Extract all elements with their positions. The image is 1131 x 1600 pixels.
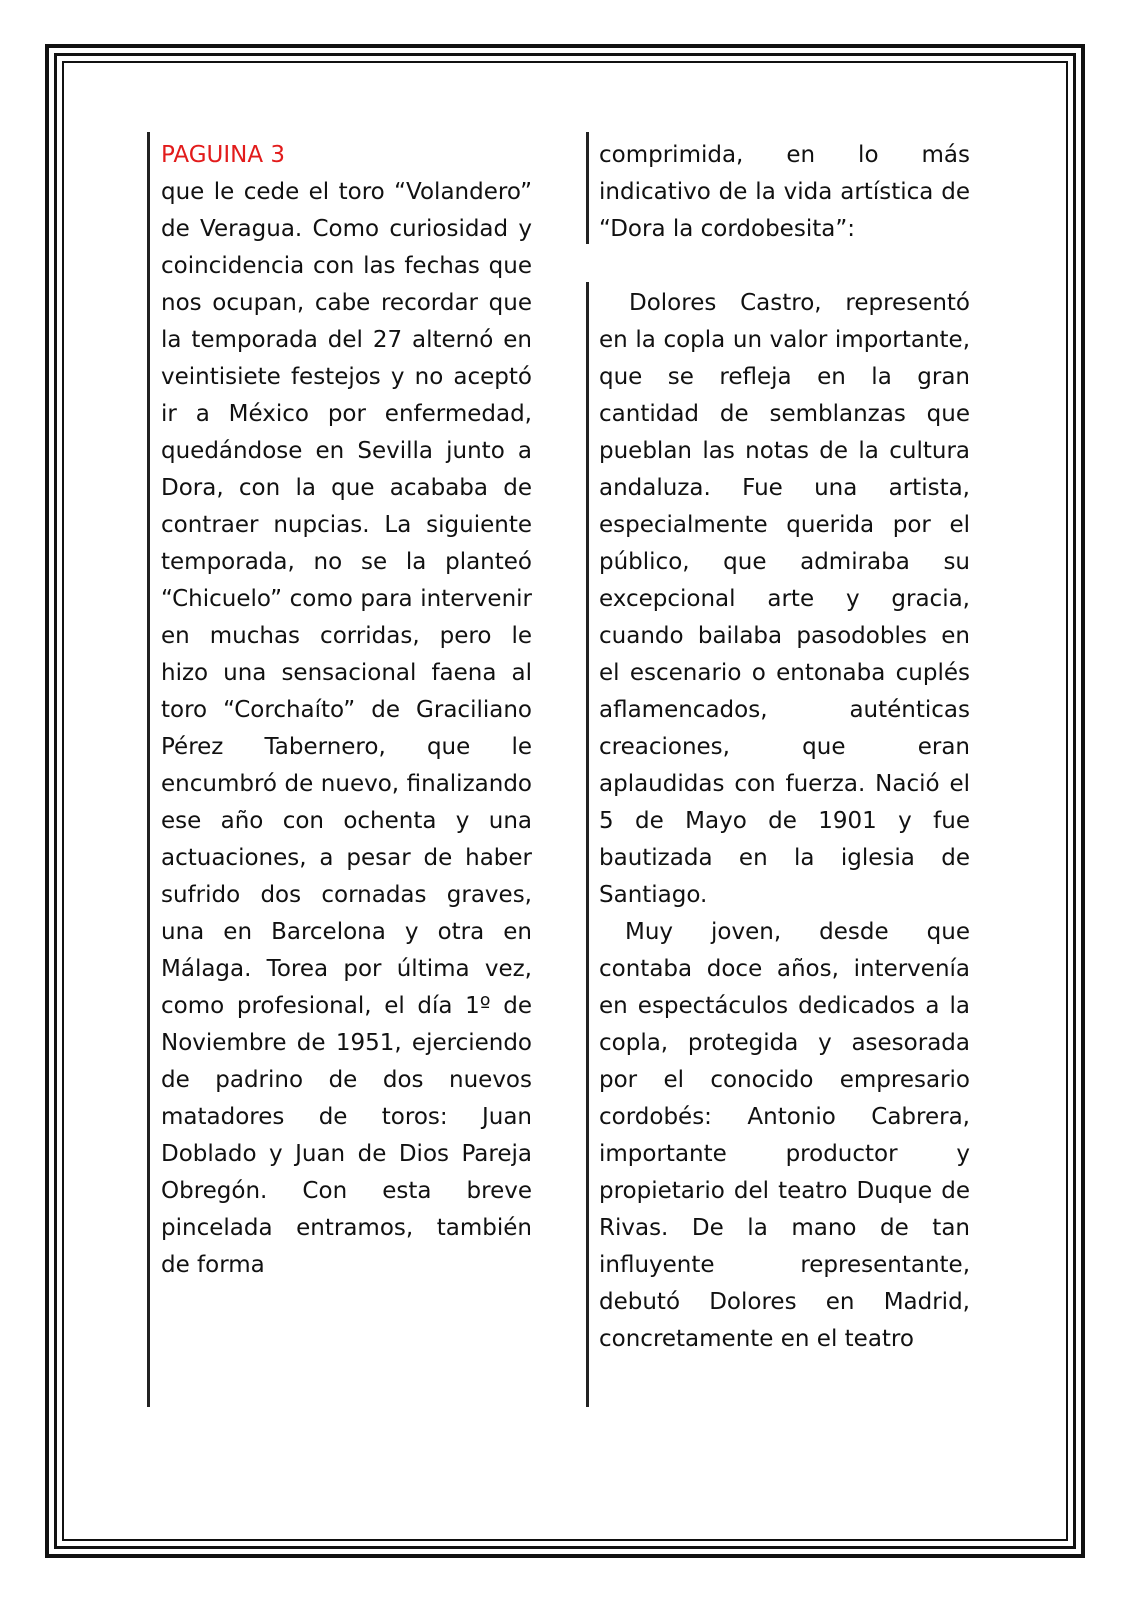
right-column (599, 285, 970, 1358)
left-column-rule (147, 132, 150, 1407)
right-column-rule-top (586, 132, 589, 244)
right-paragraph-2: Muy joven, desde que contaba doce años, intervenía en espectáculos dedicados a la copla, protegida y asesorada por el conocido empresario cordobés: Antonio Cabrera, importante productor y propietario del teatro Duque de Rivas. De la mano de tan influyente representante, debutó Dolores en Madrid, concretamente en el teatro (599, 919, 970, 1352)
left-column-paragraph: que le cede el toro “Volandero” de Veragua. Como curiosidad y coincidencia con las fechas que nos ocupan, cabe recordar que la temporada del 27 alternó en veintisiete festejos y no aceptó ir a México por enfermedad, quedándose en Sevilla junto a Dora, con la que acababa de contraer nupcias. La siguiente temporada, no se la planteó “Chicuelo” como para intervenir en muchas corridas, pero le hizo una sensacional faena al toro “Corchaíto” de Graciliano Pérez Tabernero, que le encumbró de nuevo, finalizando ese año con ochenta y una actuaciones, a pesar de haber sufrido dos cornadas graves, una en Barcelona y otra en Málaga. Torea por última vez, como profesional, el día 1º de Noviembre de 1951, ejerciendo de padrino de dos nuevos matadores de toros: Juan Doblado y Juan de Dios Pareja Obregón. Con esta breve pincelada entramos, también de forma (161, 179, 532, 1278)
right-column-continuation (599, 137, 970, 248)
left-column (161, 137, 532, 1284)
right-paragraph-1: Dolores Castro, representó en la copla un valor importante, que se refleja en la gran cantidad de semblanzas que pueblan las notas de la cultura andaluza. Fue una artista, especialmente querida por el público, que admiraba su excepcional arte y gracia, cuando bailaba pasodobles en el escenario o entonaba cuplés aflamencados, auténticas creaciones, que eran aplaudidas con fuerza. Nació el 5 de Mayo de 1901 y fue bautizada en la iglesia de Santiago. (599, 290, 970, 908)
right-continuation-text: comprimida, en lo más indicativo de la vida artística de “Dora la cordobesita”: (599, 142, 970, 242)
page-label: PAGUINA 3 (161, 142, 286, 168)
right-column-rule (586, 282, 589, 1407)
